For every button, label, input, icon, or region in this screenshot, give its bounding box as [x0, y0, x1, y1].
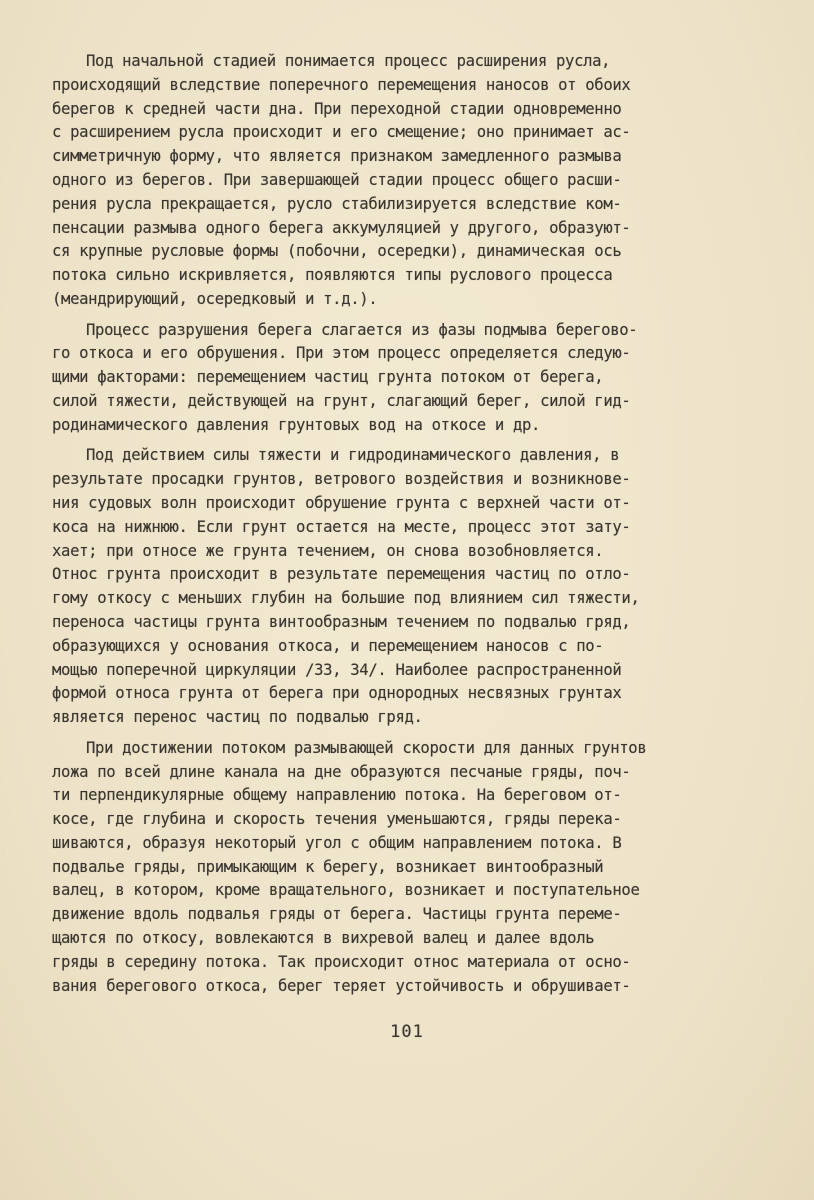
paragraph-2 [52, 319, 792, 438]
text-line: (меандрирующий, осередковый и т.д.). [52, 289, 378, 308]
page-number: 101 [390, 1022, 424, 1042]
text-line: силой тяжести, действующей на грунт, слагающий берег, силой гид- [52, 391, 631, 410]
text-line: шиваются, образуя некоторый угол с общим направлением потока. В [52, 833, 622, 852]
text-line: переноса частицы грунта винтообразным течением по подвалью гряд, [52, 612, 631, 631]
text-line: Под начальной стадией понимается процесс расширения русла, [86, 52, 611, 70]
text-line: образующихся у основания откоса, и перемещением наносов с по- [52, 636, 604, 655]
text-line: При достижении потоком размывающей скорости для данных грунтов [86, 738, 647, 757]
text-line: рения русла прекращается, русло стабилизируется вследствие ком- [52, 194, 622, 213]
text-line: подвалье гряды, примыкающим к берегу, возникает винтообразный [52, 857, 604, 876]
text-line: потока сильно искривляется, появляются типы руслового процесса [52, 266, 613, 285]
text-line: происходящий вследствие поперечного перемещения наносов от обоих [52, 75, 631, 94]
text-line: является перенос частиц по подвалью гряд. [52, 708, 423, 727]
text-line: го откоса и его обрушения. При этом процесс определяется следую- [52, 344, 631, 363]
paragraph-3 [52, 444, 792, 730]
paragraph-1 [52, 50, 792, 312]
text-line: щими факторами: перемещением частиц грунта потоком от берега, [52, 368, 604, 387]
text-line: хает; при относе же грунта течением, он снова возобновляется. [52, 541, 604, 560]
text-line: ложа по всей длине канала на дне образуются песчаные гряды, поч- [52, 762, 631, 781]
text-line: валец, в котором, кроме вращательного, возникает и поступательное [52, 881, 640, 900]
text-line: Относ грунта происходит в результате перемещения частиц по отло- [52, 565, 631, 584]
text-line: родинамического давления грунтовых вод на откосе и др. [52, 415, 541, 434]
text-line: вания берегового откоса, берег теряет устойчивость и обрушивает- [52, 976, 631, 995]
text-line: мощью поперечной циркуляции /33, 34/. Наиболее распространенной [52, 660, 622, 679]
text-line: ния судовых волн происходит обрушение грунта с верхней части от- [52, 493, 631, 512]
text-line: пенсации размыва одного берега аккумуляцией у другого, образуют- [52, 218, 631, 237]
text-line: движение вдоль подвалья гряды от берега. Частицы грунта переме- [52, 905, 622, 924]
text-line: результате просадки грунтов, ветрового воздействия и возникнове- [52, 470, 631, 489]
text-line: Процесс разрушения берега слагается из фазы подмыва берегово- [86, 320, 638, 339]
text-line: косе, где глубина и скорость течения уменьшаются, гряды перека- [52, 810, 622, 829]
text-line: берегов к средней части дна. При переходной стадии одновременно [52, 99, 622, 118]
body-text [52, 50, 792, 1005]
text-line: гряды в середину потока. Так происходит относ материала от осно- [52, 952, 631, 971]
text-line: щаются по откосу, вовлекаются в вихревой валец и далее вдоль [52, 929, 595, 948]
text-line: ти перпендикулярные общему направлению потока. На береговом от- [52, 786, 622, 805]
text-line: гому откосу с меньших глубин на большие под влиянием сил тяжести, [52, 589, 640, 608]
text-line: с расширением русла происходит и его смещение; оно принимает ас- [52, 123, 631, 142]
text-line: коса на нижнюю. Если грунт остается на месте, процесс этот зату- [52, 517, 631, 536]
text-line: ся крупные русловые формы (побочни, осередки), динамическая ось [52, 242, 622, 261]
text-line: Под действием силы тяжести и гидродинамического давления, в [86, 446, 620, 465]
text-line: одного из берегов. При завершающей стадии процесс общего расши- [52, 170, 622, 189]
paragraph-4 [52, 737, 792, 999]
text-line: формой относа грунта от берега при однородных несвязных грунтах [52, 684, 622, 703]
text-line: симметричную форму, что является признаком замедленного размыва [52, 147, 622, 166]
